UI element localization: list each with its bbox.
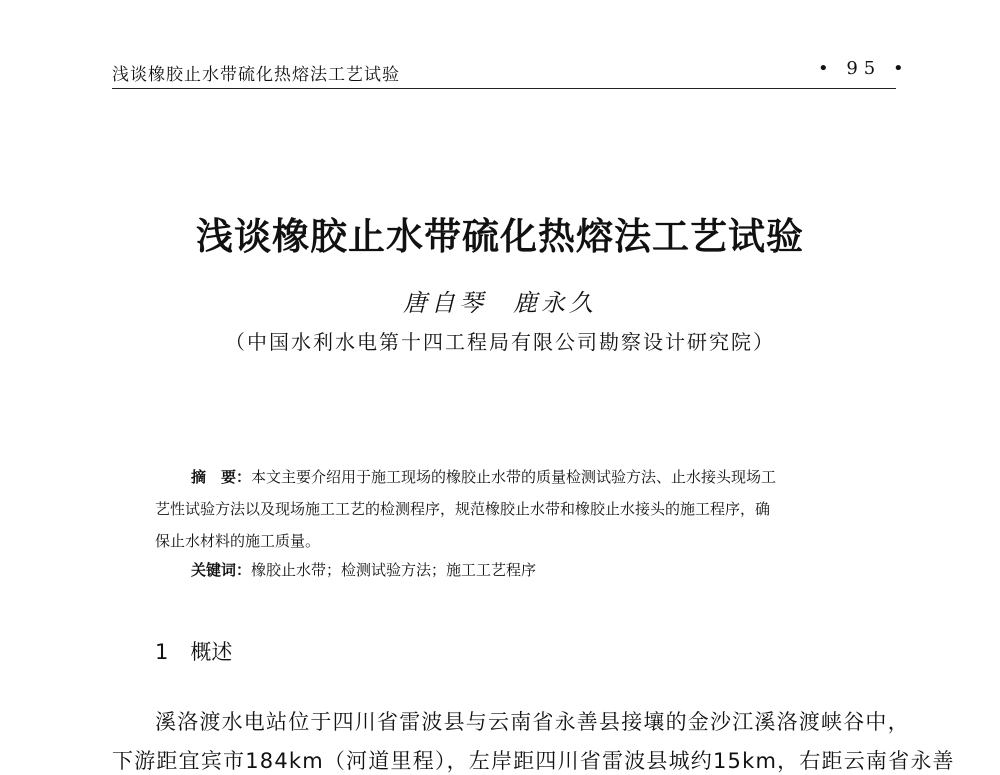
keywords-label: 关键词：: [191, 561, 252, 579]
keywords-text: 橡胶止水带；检测试验方法；施工工艺程序: [251, 561, 537, 579]
abstract-line: 艺性试验方法以及现场施工工艺的检测程序，规范橡胶止水带和橡胶止水接头的施工程序，确: [155, 500, 771, 518]
section-heading: [155, 636, 232, 666]
keywords: [191, 559, 536, 580]
abstract-line: [155, 461, 867, 493]
article-title: 浅谈橡胶止水带硫化热熔法工艺试验: [196, 214, 804, 258]
abstract: [155, 461, 867, 557]
section-number: 1: [155, 640, 169, 664]
abstract-text: 本文主要介绍用于施工现场的橡胶止水带的质量检测试验方法、止水接头现场工: [251, 468, 777, 486]
author-name: 唐自琴: [403, 289, 487, 317]
abstract-label: 摘 要：: [191, 468, 252, 486]
header-rule: [112, 88, 896, 89]
author-name: 鹿永久: [513, 289, 597, 317]
section-title: 概述: [190, 640, 233, 664]
page-number: • 95 •: [818, 58, 910, 79]
affiliation: （中国水利水电第十四工程局有限公司勘察设计研究院）: [225, 330, 775, 354]
body-text-line: 下游距宜宾市184km（河道里程），左岸距四川省雷波县城约15km，右距云南省永善: [112, 749, 955, 773]
running-title: 浅谈橡胶止水带硫化热熔法工艺试验: [112, 65, 400, 85]
abstract-line: 保止水材料的施工质量。: [155, 532, 321, 550]
body-text-line: 溪洛渡水电站位于四川省雷波县与云南省永善县接壤的金沙江溪洛渡峡谷中，: [155, 710, 910, 734]
authors: [0, 283, 1000, 318]
